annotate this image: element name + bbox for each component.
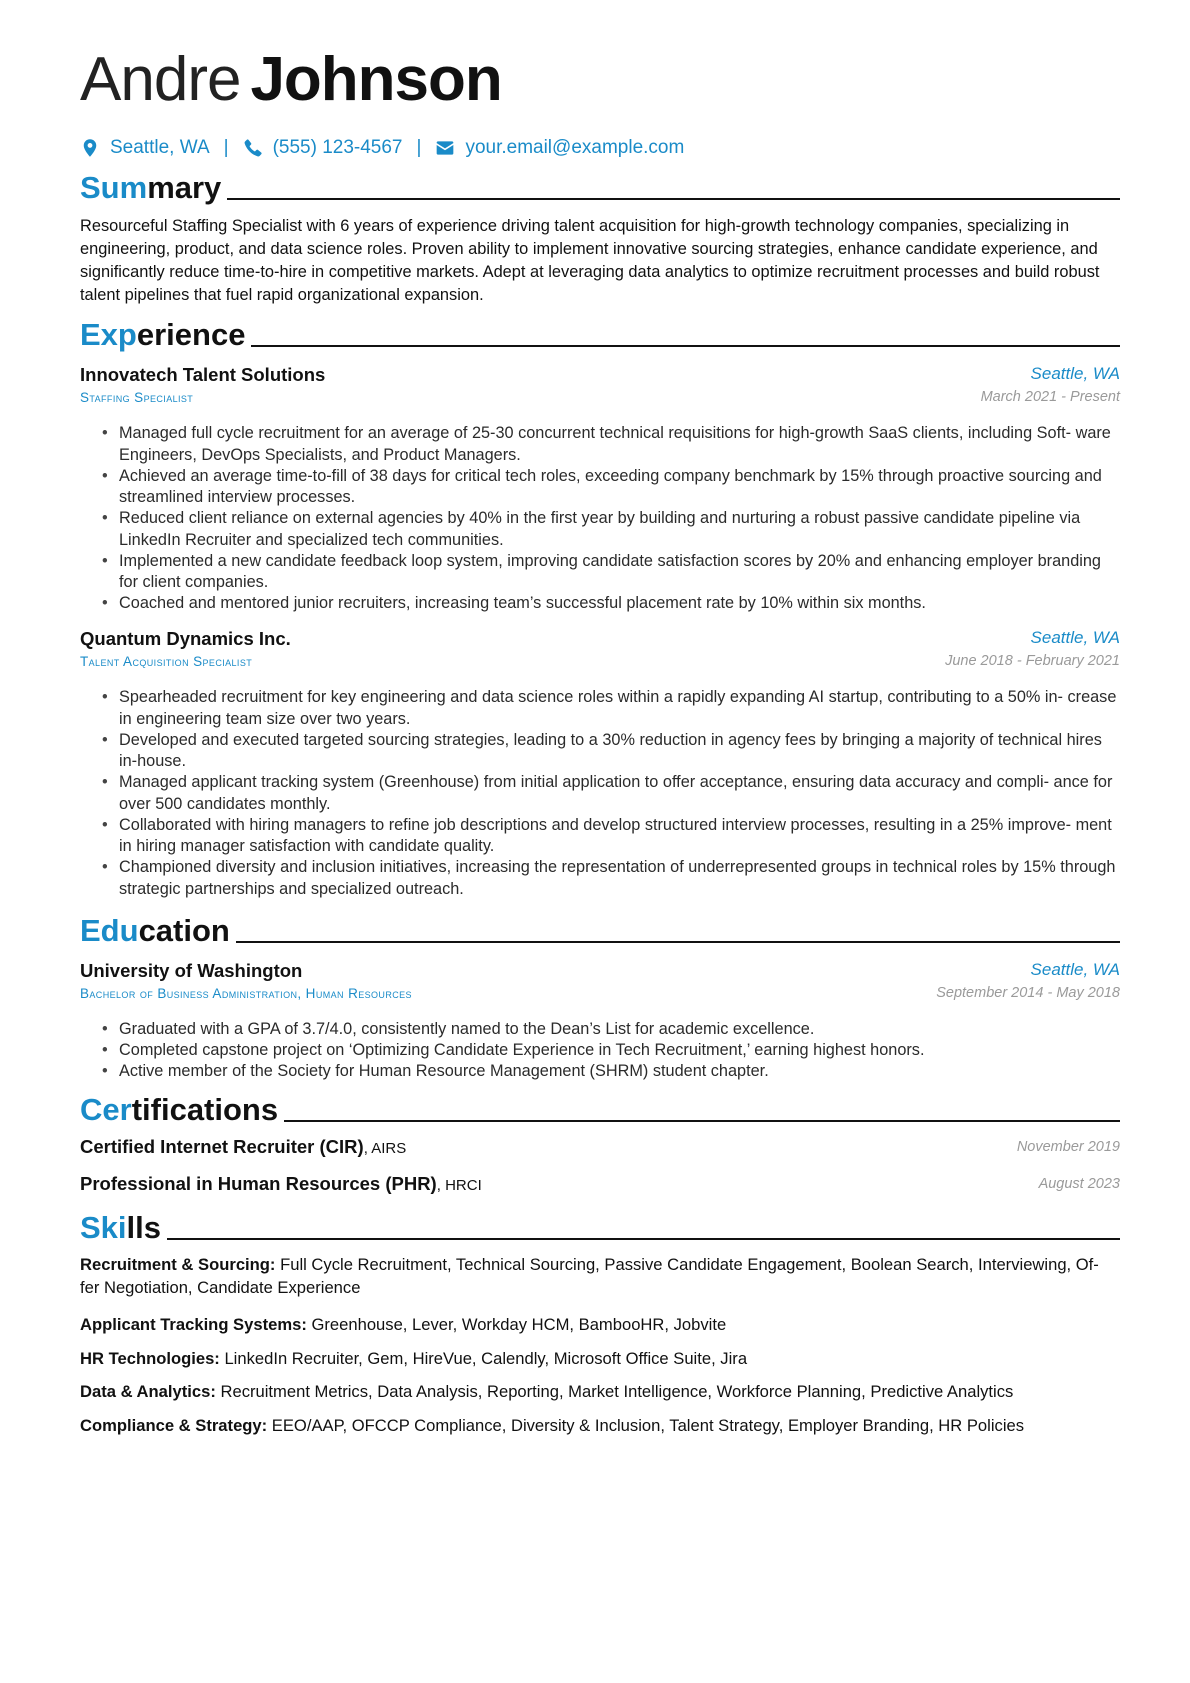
education-bullets bbox=[80, 1019, 1120, 1082]
section-title-rest: mary bbox=[147, 170, 222, 205]
summary-text: Resourceful Staffing Specialist with 6 years of experience driving talent acquisition for high-growth technology companies, specializing in engineering, product, and data science roles. Proven ability to implement innovative sourcing strategies, enhance candidate experience, and significantly reduce time-to-hire in competitive markets. Adept at leveraging data analytics to optimize recruitment processes and build robust talent pipelines that fuel rapid organizational expansion. bbox=[80, 217, 1100, 304]
list-item: • Developed and executed targeted sourcing strategies, leading to a 30% reduction in agency fees by bringing a majority of technical hires in-house. bbox=[80, 730, 1120, 773]
list-item: • Reduced client reliance on external agencies by 40% in the first year by building and nurturing a robust passive candidate pipeline via LinkedIn Recruiter and specialized tech communities. bbox=[80, 508, 1120, 551]
section-title-accent: Ski bbox=[80, 1210, 127, 1245]
section-title-rest: tifications bbox=[131, 1092, 279, 1127]
skills-heading bbox=[80, 1210, 1120, 1246]
contact-bar bbox=[80, 134, 684, 162]
list-item: • Achieved an average time-to-fill of 38 days for critical tech roles, exceeding company benchmark by 15% through proactive sourcing and streamlined interview processes. bbox=[80, 466, 1120, 509]
job-company: Quantum Dynamics Inc. bbox=[80, 628, 291, 649]
list-item: • Spearheaded recruitment for key engineering and data science roles within a rapidly expanding AI startup, contributing to a 50% in- crease in engineering team size over two years. bbox=[80, 687, 1120, 730]
certification-date: November 2019 bbox=[1016, 1139, 1120, 1155]
section-title bbox=[80, 317, 245, 353]
job-bullets bbox=[80, 423, 1120, 614]
section-title-rest: lls bbox=[126, 1210, 161, 1245]
skill-category: Data & Analytics: bbox=[80, 1382, 216, 1401]
list-item: • Coached and mentored junior recruiters, increasing team’s successful placement rate by 10% within six months. bbox=[80, 593, 1120, 615]
section-rule bbox=[236, 941, 1120, 943]
first-name: Andre bbox=[80, 45, 241, 114]
section-title-rest: cation bbox=[138, 913, 230, 948]
job-dates: March 2021 - Present bbox=[980, 389, 1120, 405]
list-item: • Managed full cycle recruitment for an average of 25-30 concurrent technical requisitions for high-growth SaaS clients, including Soft- ware Engineers, DevOps Specialists, and Product Managers. bbox=[80, 423, 1120, 466]
degree: Bachelor of Business Administration, Human Resources bbox=[80, 986, 412, 1001]
section-rule bbox=[167, 1238, 1120, 1240]
section-title-accent: Sum bbox=[80, 170, 148, 205]
skill-row bbox=[80, 1347, 1120, 1370]
skill-row bbox=[80, 1414, 1120, 1437]
skill-row bbox=[80, 1253, 1120, 1299]
email-link: your.email@example.com bbox=[465, 137, 685, 158]
skill-values: Recruitment Metrics, Data Analysis, Reporting, Market Intelligence, Workforce Planning, Predictive Analytics bbox=[215, 1382, 1014, 1401]
certification-date: August 2023 bbox=[1038, 1176, 1120, 1192]
skill-values: Full Cycle Recruitment, Technical Sourcing, Passive Candidate Engagement, Boolean Search, Interviewing, Of- fer Negotiation, Candidate Experience bbox=[80, 1255, 1099, 1297]
certification-title: Certified Internet Recruiter (CIR) bbox=[80, 1136, 364, 1157]
experience-heading bbox=[80, 317, 1120, 353]
skill-category: HR Technologies: bbox=[80, 1349, 220, 1368]
list-item: • Completed capstone project on ‘Optimizing Candidate Experience in Tech Recruitment,’ earning highest honors. bbox=[80, 1040, 1120, 1062]
job-location: Seattle, WA bbox=[1030, 364, 1120, 383]
certification-org: , HRCI bbox=[436, 1177, 482, 1194]
school-location: Seattle, WA bbox=[1030, 960, 1120, 979]
job-bullets bbox=[80, 687, 1120, 900]
education-heading bbox=[80, 913, 1120, 949]
certification-item bbox=[80, 1136, 406, 1158]
certifications-heading bbox=[80, 1092, 1120, 1128]
certification-org: , AIRS bbox=[363, 1140, 407, 1157]
contact-separator: | bbox=[416, 137, 422, 158]
phone-icon bbox=[243, 138, 263, 158]
school-name: University of Washington bbox=[80, 960, 303, 981]
location-text: Seattle, WA bbox=[110, 137, 210, 158]
job-role: Staffing Specialist bbox=[80, 390, 194, 405]
section-rule bbox=[251, 345, 1120, 347]
section-title-accent: Exp bbox=[80, 317, 137, 352]
skill-values: EEO/AAP, OFCCP Compliance, Diversity & Inclusion, Talent Strategy, Employer Branding, HR Policies bbox=[267, 1416, 1025, 1435]
section-title-accent: Edu bbox=[80, 913, 139, 948]
contact-separator: | bbox=[223, 137, 229, 158]
section-rule bbox=[284, 1120, 1120, 1122]
contact-location bbox=[80, 137, 210, 159]
education-dates: September 2014 - May 2018 bbox=[936, 985, 1120, 1001]
list-item: • Implemented a new candidate feedback loop system, improving candidate satisfaction scores by 20% and enhancing employer branding for client companies. bbox=[80, 551, 1120, 594]
section-title-accent: Cer bbox=[80, 1092, 132, 1127]
skill-category: Recruitment & Sourcing: bbox=[80, 1255, 276, 1274]
job-company: Innovatech Talent Solutions bbox=[80, 364, 326, 385]
list-item: • Collaborated with hiring managers to refine job descriptions and develop structured interview processes, resulting in a 25% improve- ment in hiring manager satisfaction with candidate quality. bbox=[80, 815, 1120, 858]
job-dates: June 2018 - February 2021 bbox=[945, 653, 1120, 669]
contact-email[interactable] bbox=[435, 137, 684, 159]
phone-text: (555) 123-4567 bbox=[272, 137, 403, 158]
skill-category: Applicant Tracking Systems: bbox=[80, 1315, 307, 1334]
job-location: Seattle, WA bbox=[1030, 628, 1120, 647]
skill-category: Compliance & Strategy: bbox=[80, 1416, 268, 1435]
certification-title: Professional in Human Resources (PHR) bbox=[80, 1173, 437, 1194]
certification-item bbox=[80, 1173, 482, 1195]
map-pin-icon bbox=[80, 138, 100, 158]
list-item: • Graduated with a GPA of 3.7/4.0, consistently named to the Dean’s List for academic excellence. bbox=[80, 1019, 1120, 1041]
envelope-icon bbox=[435, 138, 455, 158]
skill-values: LinkedIn Recruiter, Gem, HireVue, Calendly, Microsoft Office Suite, Jira bbox=[219, 1349, 748, 1368]
section-title bbox=[80, 1092, 278, 1128]
list-item: • Active member of the Society for Human Resource Management (SHRM) student chapter. bbox=[80, 1061, 1120, 1083]
list-item: • Managed applicant tracking system (Greenhouse) from initial application to offer acceptance, ensuring data accuracy and compli- ance for over 500 candidates monthly. bbox=[80, 772, 1120, 815]
skill-row bbox=[80, 1313, 1120, 1336]
summary-heading bbox=[80, 170, 1120, 206]
contact-phone[interactable] bbox=[243, 137, 403, 159]
list-item: • Championed diversity and inclusion initiatives, increasing the representation of underrepresented groups in technical roles by 15% through strategic partnerships and specialized outreach. bbox=[80, 857, 1120, 900]
skill-values: Greenhouse, Lever, Workday HCM, BambooHR, Jobvite bbox=[306, 1315, 727, 1334]
section-title bbox=[80, 1210, 161, 1246]
job-role: Talent Acquisition Specialist bbox=[80, 654, 253, 669]
candidate-name bbox=[80, 42, 502, 118]
last-name: Johnson bbox=[250, 45, 502, 114]
section-title-rest: erience bbox=[136, 317, 246, 352]
section-title bbox=[80, 170, 221, 206]
section-title bbox=[80, 913, 230, 949]
skill-row bbox=[80, 1380, 1120, 1403]
section-rule bbox=[227, 198, 1120, 200]
